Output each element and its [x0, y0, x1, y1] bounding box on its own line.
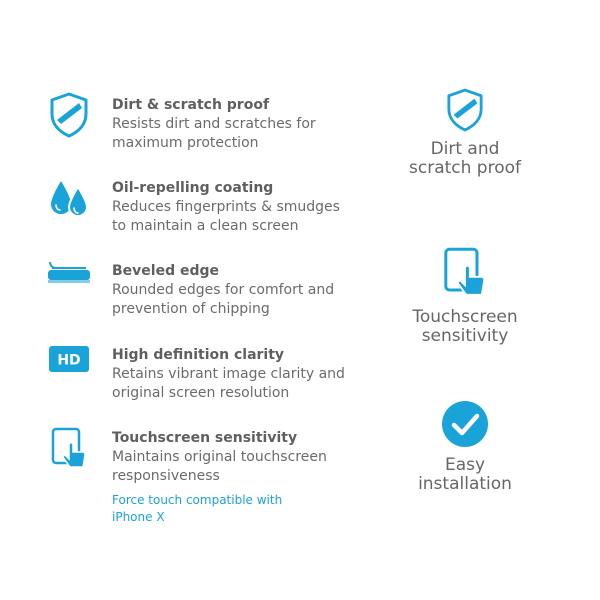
water-drops-icon	[46, 175, 92, 221]
feature-title: Beveled edge	[112, 263, 220, 279]
feature-description: Retains vibrant image clarity and original screen resolution	[112, 366, 345, 401]
highlight-label: Touchscreen sensitivity	[412, 307, 518, 346]
feature-title: Touchscreen sensitivity	[112, 430, 298, 446]
feature-title: Dirt & scratch proof	[112, 97, 270, 113]
feature-description: Maintains original touchscreen responsiveness	[112, 449, 327, 484]
feature-dirt-scratch	[46, 96, 386, 153]
feature-beveled-edge	[46, 262, 386, 319]
feature-title: High definition clarity	[112, 347, 285, 363]
feature-title: Oil-repelling coating	[112, 180, 274, 196]
feature-touchscreen	[46, 429, 386, 526]
feature-description: Reduces fingerprints & smudges to maintain a clean screen	[112, 199, 340, 234]
highlight-label: Easy installation	[418, 455, 512, 494]
touchscreen-icon	[46, 425, 92, 471]
shield-icon	[46, 92, 92, 138]
feature-description: Resists dirt and scratches for maximum protection	[112, 116, 316, 151]
feature-note: Force touch compatible with iPhone X	[112, 493, 283, 524]
highlight-easy-installation	[390, 400, 540, 494]
feature-oil-repelling	[46, 179, 386, 236]
highlight-label: Dirt and scratch proof	[409, 139, 521, 178]
feature-hd-clarity	[46, 346, 386, 403]
highlight-touchscreen	[390, 244, 540, 346]
touchscreen-icon	[390, 244, 540, 300]
checkmark-circle-icon	[390, 400, 540, 448]
hd-icon	[46, 342, 92, 388]
beveled-edge-icon	[46, 258, 92, 304]
shield-icon	[390, 88, 540, 132]
highlight-dirt-scratch	[390, 88, 540, 178]
feature-description: Rounded edges for comfort and prevention of chipping	[112, 282, 335, 317]
hd-icon-label: HD	[57, 352, 81, 369]
